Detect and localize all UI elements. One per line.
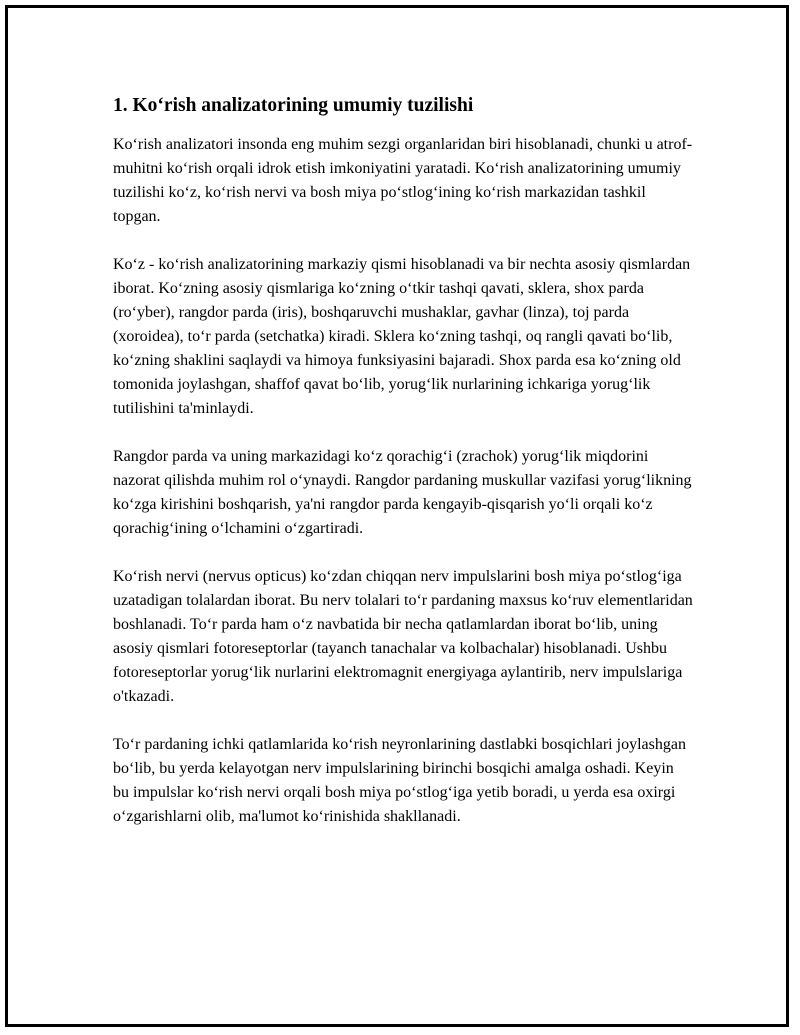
section-heading: 1. Ko‘rish analizatorining umumiy tuzilishi bbox=[113, 95, 474, 116]
paragraph-intro: Ko‘rish analizatori insonda eng muhim sezgi organlaridan biri hisoblanadi, chunki u atrof-muhitni ko‘rish orqali idrok etish imkoniyatini yaratadi. Ko‘rish analizatorining umumiy tuzilishi ko‘z, ko‘rish nervi va bosh miya po‘stlog‘ining ko‘rish markazidan tashkil topgan. bbox=[113, 136, 693, 225]
paragraph-iris: Rangdor parda va uning markazidagi ko‘z qorachig‘i (zrachok) yorug‘lik miqdorini nazorat qilishda muhim rol o‘ynaydi. Rangdor pardaning muskullar vazifasi yorug‘likning ko‘zga kirishini boshqarish, ya'ni rangdor parda kengayib-qisqarish yo‘li orqali ko‘z qorachig‘ining o‘lchamini o‘zgartiradi. bbox=[113, 448, 692, 537]
paragraph-eye-structure: Ko‘z - ko‘rish analizatorining markaziy qismi hisoblanadi va bir nechta asosiy qismlardan iborat. Ko‘zning asosiy qismlariga ko‘zning o‘tkir tashqi qavati, sklera, shox parda (ro‘yber), rangdor parda (iris), boshqaruvchi mushaklar, gavhar (linza), toj parda (xoroidea), to‘r parda (setchatka) kiradi. Sklera ko‘zning tashqi, oq rangli qavati bo‘lib, ko‘zning shaklini saqlaydi va himoya funksiyasini bajaradi. Shox parda esa ko‘zning old tomonida joylashgan, shaffof qavat bo‘lib, yorug‘lik nurlarining ichkariga yorug‘lik tutilishini ta'minlaydi. bbox=[113, 256, 691, 417]
paragraph-retina-layers: To‘r pardaning ichki qatlamlarida ko‘rish neyronlarining dastlabki bosqichlari joylashgan bo‘lib, bu yerda kelayotgan nerv impulslarining birinchi bosqichi amalga oshadi. Keyin bu impulslar ko‘rish nervi orqali bosh miya po‘stlog‘iga yetib boradi, u yerda esa oxirgi o‘zgarishlarni olib, ma'lumot ko‘rinishida shakllanadi. bbox=[113, 736, 686, 825]
document-body bbox=[113, 94, 693, 853]
paragraph-optic-nerve: Ko‘rish nervi (nervus opticus) ko‘zdan chiqqan nerv impulslarini bosh miya po‘stlog‘iga uzatadigan tolalardan iborat. Bu nerv tolalari to‘r pardaning maxsus ko‘ruv elementlaridan boshlanadi. To‘r parda ham o‘z navbatida bir necha qatlamlardan iborat bo‘lib, uning asosiy qismlari fotoreseptorlar (tayanch tanachalar va kolbachalar) hisoblanadi. Ushbu fotoreseptorlar yorug‘lik nurlarini elektromagnit energiyaga aylantirib, nerv impulslariga o'tkazadi. bbox=[113, 568, 693, 705]
